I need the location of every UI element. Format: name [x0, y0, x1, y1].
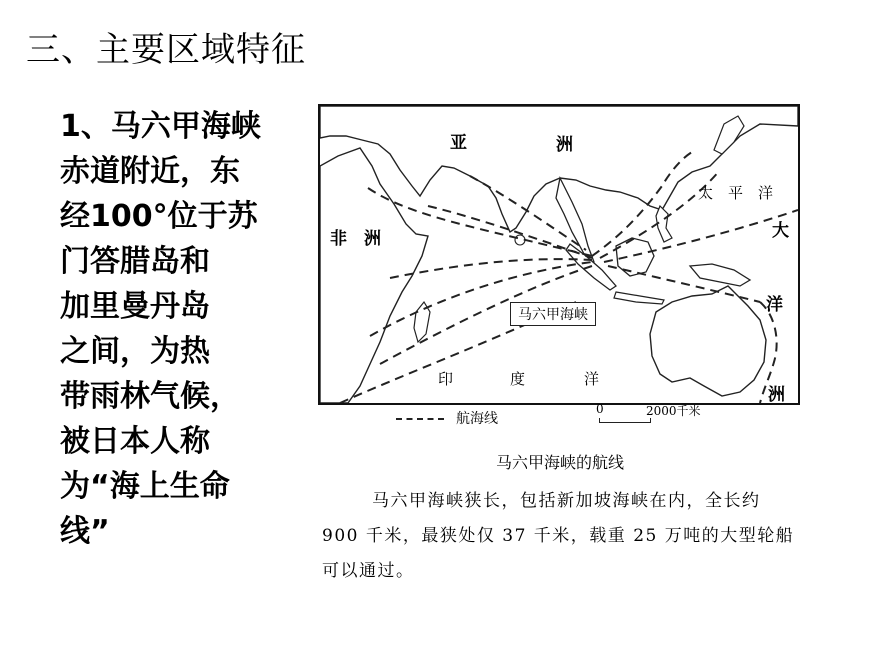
- oceania-label-2: 洋: [766, 295, 783, 315]
- body-line: 为“海上生命: [60, 469, 230, 504]
- map-caption: 马六甲海峡的航线: [496, 453, 625, 472]
- asia-label-1: 亚: [450, 133, 467, 153]
- asia-label-2: 洲: [556, 135, 573, 155]
- body-text: [60, 104, 295, 554]
- body-line: 经100°位于苏: [60, 199, 258, 234]
- body-line: 1、马六甲海峡: [60, 109, 261, 144]
- pacific-label: 太 平 洋: [698, 184, 774, 202]
- route-map: [318, 104, 800, 405]
- route-line: [390, 259, 592, 278]
- indian-ocean-label-1: 印: [438, 370, 454, 388]
- borneo-island: [616, 238, 654, 276]
- slide-title: 三、主要区域特征: [26, 30, 306, 70]
- body-line: 之间，为热: [60, 334, 210, 369]
- map-legend: [396, 402, 726, 430]
- body-line: 门答腊岛和: [60, 244, 210, 279]
- body-line: 赤道附近，东: [60, 154, 240, 189]
- description-paragraph: 马六甲海峡狭长，包括新加坡海峡在内，全长约 900 千米，最狭处仅 37 千米，载重 25 万吨的大型轮船可以通过。: [322, 491, 795, 581]
- body-line: 被日本人称: [60, 424, 210, 459]
- indian-ocean-label-2: 度: [510, 370, 526, 388]
- strait-label: 马六甲海峡: [510, 302, 596, 326]
- route-legend-label: 航海线: [456, 411, 498, 427]
- java-island: [614, 292, 664, 304]
- body-line: 线”: [60, 514, 110, 549]
- body-line: 加里曼丹岛: [60, 289, 210, 324]
- oceania-label-1: 大: [772, 221, 789, 241]
- scale-max-label: 2000千米: [646, 404, 701, 418]
- body-line: 带雨林气候，: [60, 379, 240, 414]
- scale-zero-label: 0: [596, 402, 604, 416]
- scale-bar: [599, 418, 651, 423]
- australia-landmass: [650, 286, 766, 396]
- indian-ocean-label-3: 洋: [584, 370, 600, 388]
- sri-lanka-island: [515, 235, 525, 245]
- route-legend-swatch: [396, 418, 444, 420]
- oceania-label-3: 洲: [768, 385, 785, 405]
- new-guinea-island: [690, 264, 750, 286]
- africa-label: 非 洲: [330, 229, 381, 249]
